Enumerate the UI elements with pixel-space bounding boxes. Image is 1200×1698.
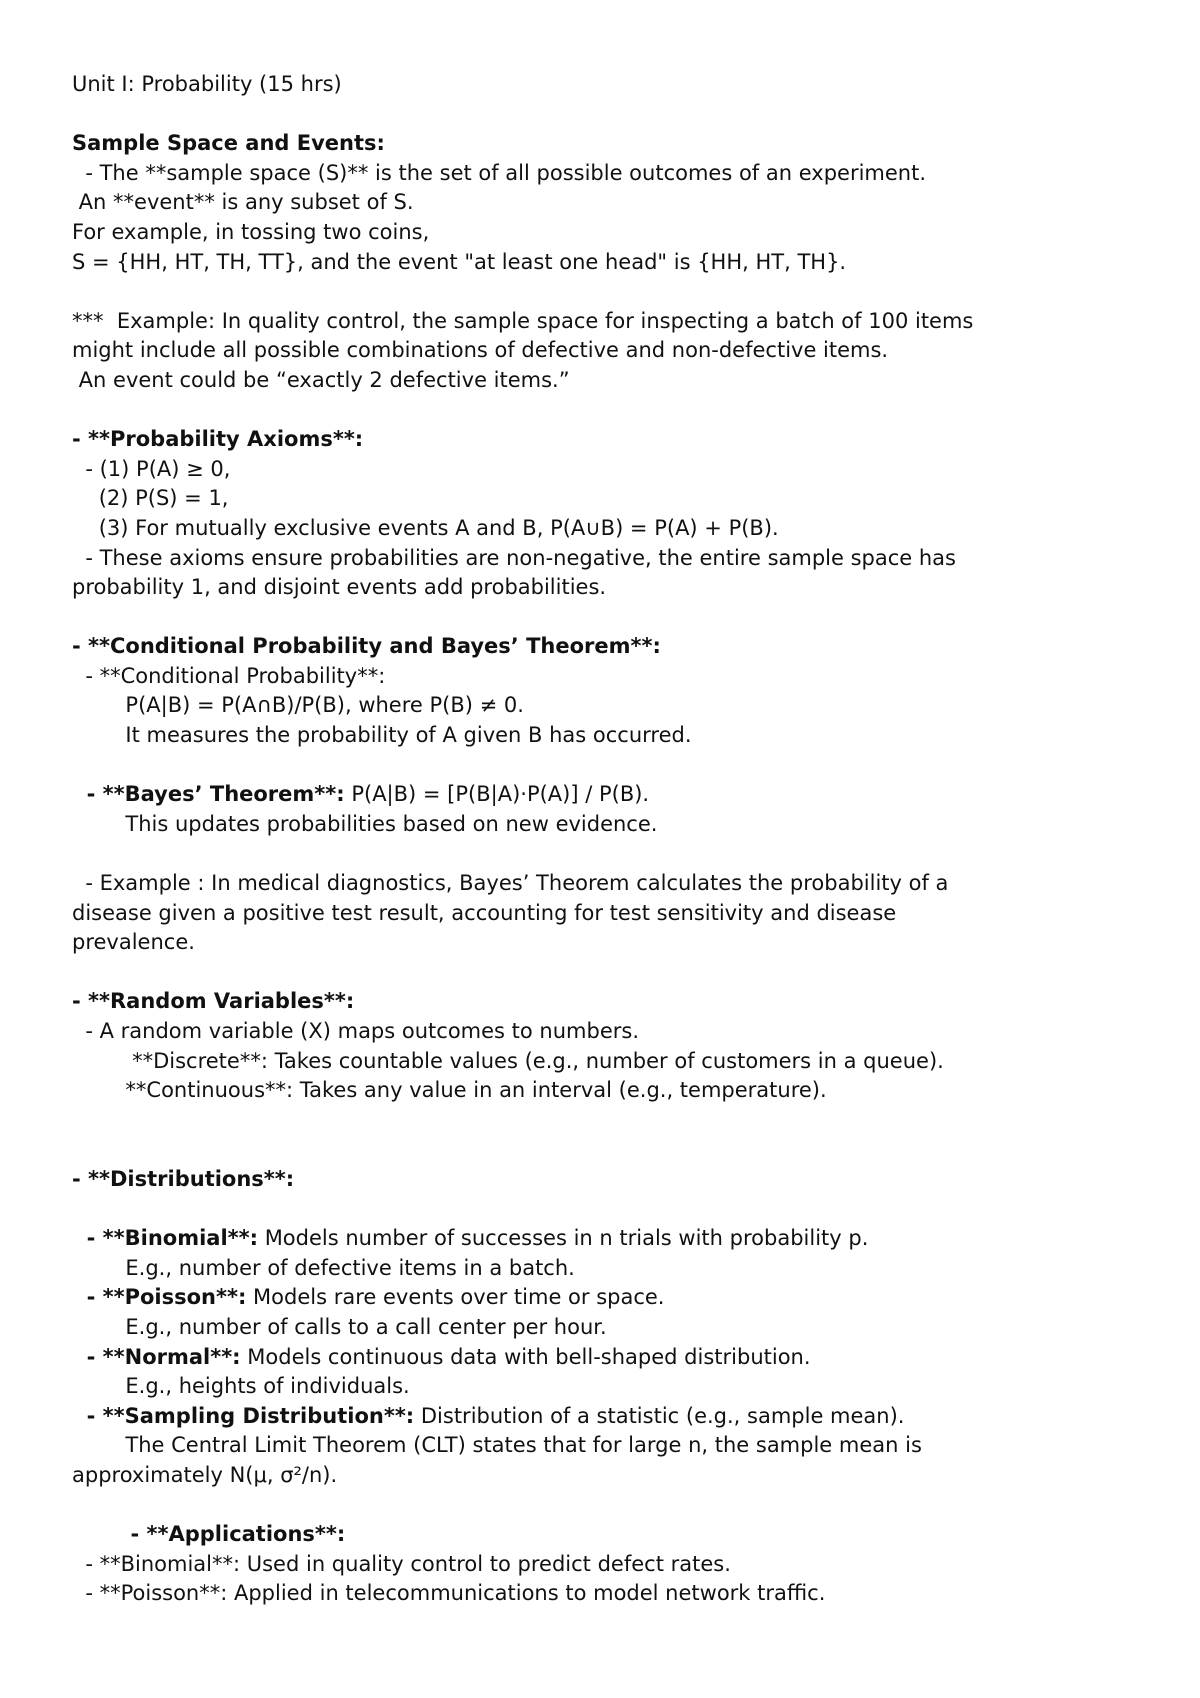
distribution-description: Models rare events over time or space.: [246, 1285, 665, 1310]
example-line: might include all possible combinations of defective and non-defective items.: [72, 338, 889, 363]
paragraph-line: (3) For mutually exclusive events A and B, P(A∪B) = P(A) + P(B).: [72, 515, 779, 540]
distribution-binomial: [72, 1224, 1140, 1254]
spacer: [72, 958, 1140, 988]
spacer: [72, 751, 1140, 781]
spacer: [72, 1106, 1140, 1165]
spacer: [72, 1195, 1140, 1225]
paragraph-line: An **event** is any subset of S.: [72, 190, 414, 215]
section-heading-applications: - **Applications**:: [72, 1522, 346, 1547]
distribution-sampling: [72, 1402, 1140, 1432]
section-heading-sample-space: Sample Space and Events:: [72, 131, 385, 156]
distribution-description: Models number of successes in n trials with probability p.: [258, 1226, 869, 1251]
paragraph-line: - **Conditional Probability**:: [72, 663, 386, 688]
bayes-line: [72, 780, 1140, 810]
distribution-example: E.g., number of calls to a call center per hour.: [72, 1314, 607, 1339]
section-heading-axioms: - **Probability Axioms**:: [72, 427, 364, 452]
bayes-label: - **Bayes’ Theorem**:: [72, 782, 345, 807]
section-heading-random-variables: - **Random Variables**:: [72, 989, 355, 1014]
paragraph-line: **Discrete**: Takes countable values (e.g., number of customers in a queue).: [72, 1048, 944, 1073]
spacer: [72, 277, 1140, 307]
distribution-label: - **Normal**:: [72, 1344, 241, 1369]
paragraph-line: It measures the probability of A given B has occurred.: [72, 723, 692, 748]
distribution-label: - **Sampling Distribution**:: [72, 1403, 415, 1428]
spacer: [72, 1491, 1140, 1521]
paragraph-line: - These axioms ensure probabilities are non-negative, the entire sample space has: [72, 545, 956, 570]
bayes-formula: P(A|B) = [P(B|A)·P(A)] / P(B).: [344, 782, 650, 807]
paragraph-line: (2) P(S) = 1,: [72, 486, 229, 511]
section-heading-distributions: - **Distributions**:: [72, 1166, 295, 1191]
application-item: - **Poisson**: Applied in telecommunications to model network traffic.: [72, 1581, 826, 1606]
distribution-example: E.g., heights of individuals.: [72, 1374, 410, 1399]
distribution-normal: [72, 1343, 1140, 1373]
paragraph-line: P(A|B) = P(A∩B)/P(B), where P(B) ≠ 0.: [72, 693, 524, 718]
application-item: - **Binomial**: Used in quality control to predict defect rates.: [72, 1551, 731, 1576]
paragraph-line: The Central Limit Theorem (CLT) states that for large n, the sample mean is: [72, 1433, 922, 1458]
distribution-description: Distribution of a statistic (e.g., sample mean).: [414, 1403, 905, 1428]
spacer: [72, 603, 1140, 633]
paragraph-line: approximately N(μ, σ²/n).: [72, 1462, 338, 1487]
unit-title: Unit I: Probability (15 hrs): [72, 72, 342, 96]
example-line: - Example : In medical diagnostics, Bayes’ Theorem calculates the probability of a: [72, 871, 949, 896]
distribution-label: - **Poisson**:: [72, 1285, 247, 1310]
section-heading-conditional: - **Conditional Probability and Bayes’ Theorem**:: [72, 634, 661, 659]
example-line: An event could be “exactly 2 defective items.”: [72, 367, 570, 392]
paragraph-line: - The **sample space (S)** is the set of all possible outcomes of an experiment.: [72, 160, 927, 185]
paragraph-line: S = {HH, HT, TH, TT}, and the event "at least one head" is {HH, HT, TH}.: [72, 249, 847, 274]
paragraph-line: - A random variable (X) maps outcomes to numbers.: [72, 1019, 639, 1043]
spacer: [72, 100, 1140, 130]
distribution-poisson: [72, 1283, 1140, 1313]
paragraph-line: For example, in tossing two coins,: [72, 219, 430, 244]
example-line: disease given a positive test result, accounting for test sensitivity and disease: [72, 900, 897, 925]
example-line: prevalence.: [72, 930, 195, 955]
spacer: [72, 839, 1140, 869]
example-line: *** Example: In quality control, the sample space for inspecting a batch of 100 items: [72, 308, 974, 333]
paragraph-line: **Continuous**: Takes any value in an interval (e.g., temperature).: [72, 1078, 827, 1103]
paragraph-line: - (1) P(A) ≥ 0,: [72, 456, 231, 481]
paragraph-line: This updates probabilities based on new evidence.: [72, 811, 658, 836]
distribution-description: Models continuous data with bell-shaped distribution.: [240, 1344, 811, 1369]
paragraph-line: probability 1, and disjoint events add probabilities.: [72, 575, 607, 600]
spacer: [72, 396, 1140, 426]
distribution-example: E.g., number of defective items in a batch.: [72, 1255, 575, 1280]
distribution-label: - **Binomial**:: [72, 1226, 259, 1251]
